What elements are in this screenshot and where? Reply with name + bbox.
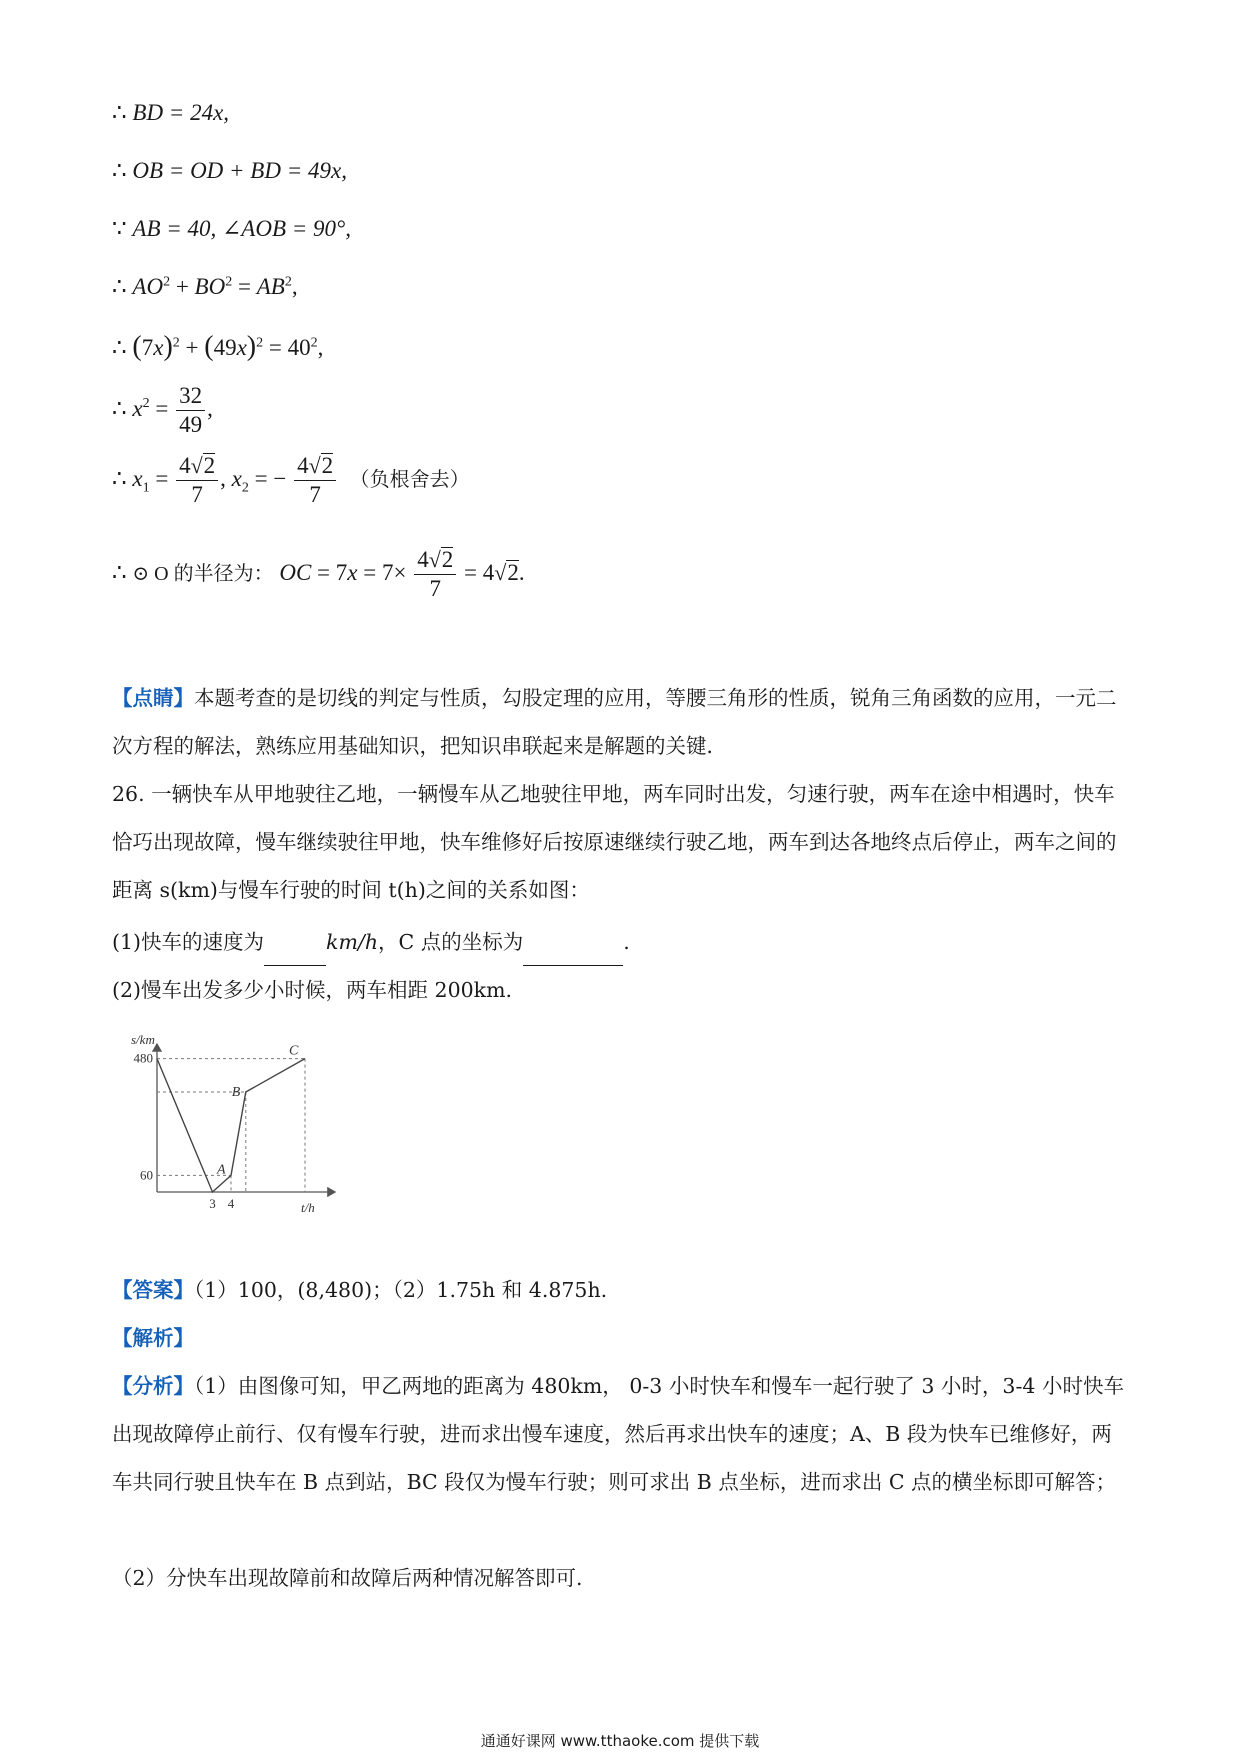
solution-line-roots: ∴ $x_1$ = $\frac{4√2}{7}$ , $x_2$ = − $\frac{4√2}{7}$ （负根舍去） xyxy=(112,453,470,507)
solution-line-ab: ∵ AB = 40, ∠AOB = 90°, xyxy=(112,216,351,241)
question-part-1: (1)快车的速度为 km/h，C 点的坐标为 . xyxy=(112,918,1132,966)
solution-line-equation: ∴ $(7x)^2 + (49x)^2 = 40^2$, xyxy=(112,331,324,362)
point-label-a: A xyxy=(217,1162,226,1178)
page-footer: 通通好课网 www.tthaoke.com 提供下载 xyxy=(480,1732,760,1750)
fenxi-tag: 【分析】 xyxy=(112,1374,194,1398)
comment-tag: 【点睛】 xyxy=(112,686,194,710)
comment-paragraph xyxy=(112,674,1132,770)
solution-line-ob: ∴ OB = OD + BD = 49x, xyxy=(112,158,347,183)
fraction-root-1: $\frac{4√2}{7}$ xyxy=(176,452,218,509)
question-paragraph xyxy=(112,770,1132,914)
point-label-c: C xyxy=(289,1043,299,1059)
y-tick-480: 480 xyxy=(133,1050,153,1066)
fenxi-paragraph xyxy=(112,1362,1132,1506)
solution-line-bd: ∴ BD = 24x, xyxy=(112,100,230,125)
answer-tag: 【答案】 xyxy=(112,1278,194,1302)
answer-blank-speed xyxy=(264,941,326,966)
x-tick-3: 3 xyxy=(209,1196,216,1211)
fraction-radius: $\frac{4√2}{7}$ xyxy=(414,546,456,603)
analysis-heading: 【解析】 xyxy=(112,1326,194,1350)
x-tick-4: 4 xyxy=(227,1196,235,1211)
point-label-b: B xyxy=(231,1085,241,1100)
solution-line-radius: ∴ ⊙ O 的半径为： OC = 7x = 7× $\frac{4√2}{7}$ = 4√2. xyxy=(112,547,525,601)
fenxi-p1: （1）由图像可知，甲乙两地的距离为 480km， 0-3 小时快车和慢车一起行驶了 3 小时，3-4 小时快车出现故障停止前行、仅有慢车行驶，进而求出慢车速度，然后再求出快车的速度；A、B 段为快车已维修好，两车共同行驶且快车在 B 点到站，BC 段仅为慢车行驶；则可求出 B 点坐标，进而求出 C 点的横坐标即可解答； xyxy=(112,1374,1124,1494)
fenxi-part-2: （2）分快车出现故障前和故障后两种情况解答即可. xyxy=(112,1566,583,1590)
distance-series-line xyxy=(157,1059,305,1192)
distance-time-chart xyxy=(125,1030,365,1230)
fraction-root-2: $\frac{4√2}{7}$ xyxy=(294,452,336,509)
answer-blank-point-c xyxy=(523,941,623,966)
solution-line-x-squared: ∴ $x^2$ = $\frac{32}{49}$ , xyxy=(112,383,213,437)
fraction-32-49: $\frac{32}{49}$ xyxy=(176,382,205,439)
question-number: 26. xyxy=(112,782,145,806)
question-part-2: (2)慢车出发多少小时候，两车相距 200km. xyxy=(112,978,513,1002)
question-text: 一辆快车从甲地驶往乙地，一辆慢车从乙地驶往甲地，两车同时出发，匀速行驶，两车在途中相遇时，快车恰巧出现故障，慢车继续驶往甲地，快车维修好后按原速继续行驶乙地，两车到达各地终点后停止，两车之间的距离 s(km)与慢车行驶的时间 t(h)之间的关系如图： xyxy=(112,782,1117,902)
y-tick-60: 60 xyxy=(140,1167,153,1183)
comment-text: 本题考查的是切线的判定与性质，勾股定理的应用，等腰三角形的性质，锐角三角函数的应用，一元二次方程的解法，熟练应用基础知识，把知识串联起来是解题的关键． xyxy=(112,686,1117,758)
answer-text: （1）100，(8,480)；（2）1.75h 和 4.875h. xyxy=(194,1278,608,1302)
answer-paragraph xyxy=(112,1266,1132,1314)
x-axis-label: t/h xyxy=(301,1200,315,1215)
y-axis-label: s/km xyxy=(131,1032,155,1047)
solution-line-pythagoras: ∴ $AO^2 + BO^2 = AB^2$, xyxy=(112,274,298,299)
